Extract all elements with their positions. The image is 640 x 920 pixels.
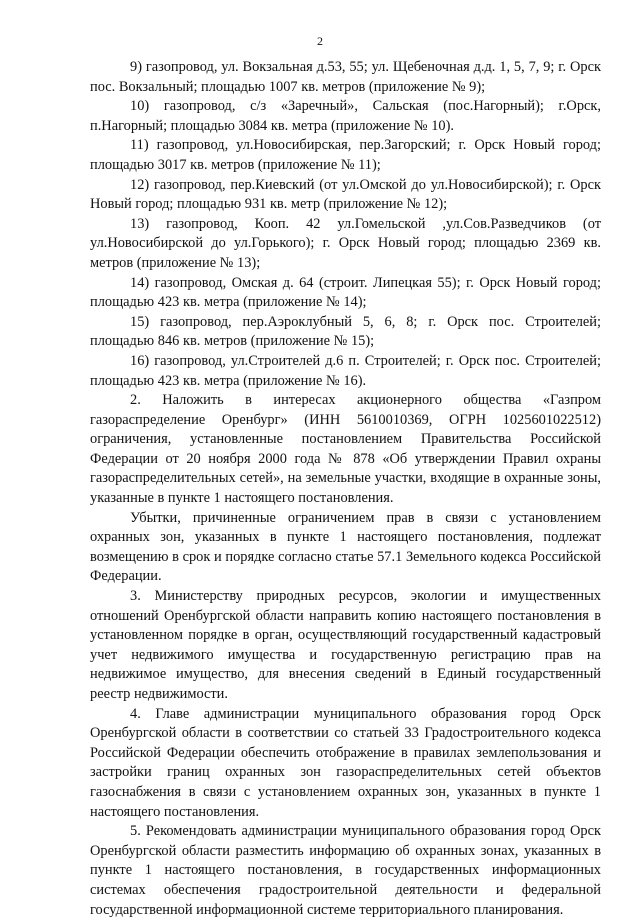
page-number: 2 (317, 34, 323, 48)
item-16-paragraph: 16) газопровод, ул.Строителей д.6 п. Строителей; г. Орск пос. Строителей; площадью 423 кв. метра (приложение № 16). (90, 352, 601, 389)
item-11-paragraph: 11) газопровод, ул.Новосибирская, пер.Загорский; г. Орск Новый город; площадью 3017 кв. метров (приложение № 11); (90, 137, 601, 173)
item-12-paragraph: 12) газопровод, пер.Киевский (от ул.Омской до ул.Новосибирской); г. Орск Новый город; площадью 931 кв. метр (приложение № 12); (90, 176, 601, 213)
clause-5-paragraph: 5. Рекомендовать администрации муниципального образования город Орск Оренбургской области разместить информацию об охранных зонах, указанных в пункте 1 настоящего постановления, в государственных информационных системах обеспечения градостроительной деятельности и федеральной государственной информационной системе территориального планирования. (90, 823, 601, 918)
document-body (90, 58, 601, 920)
item-13-paragraph: 13) газопровод, Кооп. 42 ул.Гомельской ,ул.Сов.Разведчиков (от ул.Новосибирской до ул.Горького); г. Орск Новый город; площадью 2369 кв. метров (приложение № 13); (90, 215, 601, 271)
clause-2-paragraph: 2. Наложить в интересах акционерного общества «Газпром газораспределение Оренбург» (ИНН 5610010369, ОГРН 1025601022512) ограничения, установленные постановлением Правительства Российской Федерации от 20 ноября 2000 года № 878 «Об утверждении Правил охраны газораспределительных сетей», на земельные участки, входящие в охранные зоны, указанные в пункте 1 настоящего постановления. (90, 392, 601, 507)
item-14-paragraph: 14) газопровод, Омская д. 64 (строит. Липецкая 55); г. Орск Новый город; площадью 423 кв. метра (приложение № 14); (90, 274, 601, 311)
clause-4-paragraph: 4. Главе администрации муниципального образования город Орск Оренбургской области в соответствии со статьей 33 Градостроительного кодекса Российской Федерации обеспечить отображение в правилах землепользования и застройки границ охранных зон газораспределительных сетей объектов газоснабжения в связи с установлением охранных зон, указанных в пункте 1 настоящего постановления. (90, 705, 601, 820)
clause-3-paragraph: 3. Министерству природных ресурсов, экологии и имущественных отношений Оренбургской области направить копию настоящего постановления в установленном порядке в орган, осуществляющий государственный кадастровый учет недвижимого имущества и государственную регистрацию прав на недвижимое имущество, для внесения сведений в Единый государственный реестр недвижимости. (90, 588, 601, 702)
losses-paragraph: Убытки, причиненные ограничением прав в связи с установлением охранных зон, указанных в пункте 1 настоящего постановления, подлежат возмещению в срок и порядке согласно статье 57.1 Земельного кодекса Российской Федерации. (90, 509, 601, 585)
item-15-paragraph: 15) газопровод, пер.Аэроклубный 5, 6, 8; г. Орск пос. Строителей; площадью 846 кв. метров (приложение № 15); (90, 313, 601, 350)
item-9-paragraph: 9) газопровод, ул. Вокзальная д.53, 55; ул. Щебеночная д.д. 1, 5, 7, 9; г. Орск пос. Вокзальный; площадью 1007 кв. метров (приложение № 9); (90, 59, 601, 95)
item-10-paragraph: 10) газопровод, с/з «Заречный», Сальская (пос.Нагорный); г.Орск, п.Нагорный; площадью 3084 кв. метра (приложение № 10). (90, 98, 601, 134)
